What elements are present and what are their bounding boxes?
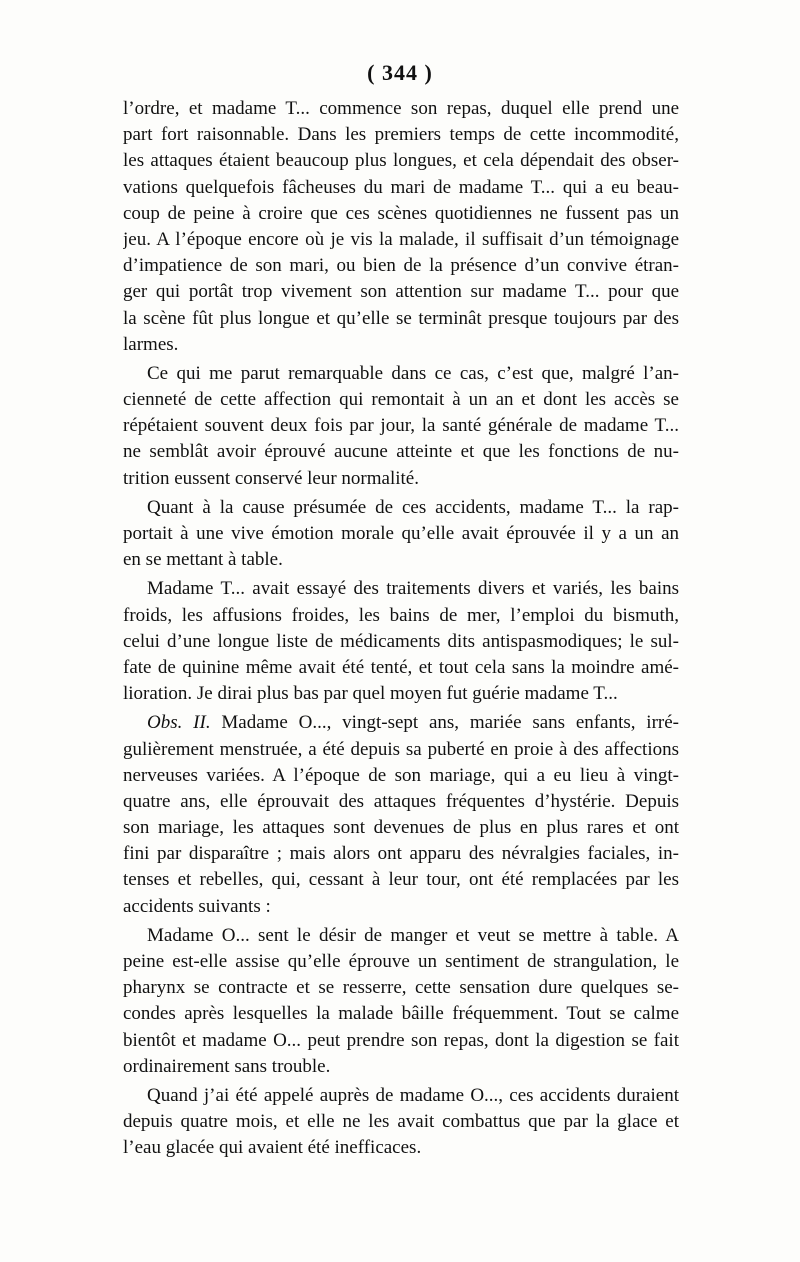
paragraph xyxy=(123,923,679,1080)
text-line: trition eussent conservé leur normalité. xyxy=(123,467,419,489)
text-line: la scène fût plus longue et qu’elle se terminât presque toujours par des xyxy=(123,307,679,329)
text-line: accidents suivants : xyxy=(123,895,271,917)
text-line: l’ordre, et madame T... commence son repas, duquel elle prend une xyxy=(123,98,679,119)
paragraph-observation-2 xyxy=(123,710,679,920)
text-line: nerveuses variées. A l’époque de son mariage, qui a eu lieu à vingt- xyxy=(123,764,679,786)
text-line: fini par disparaître ; mais alors ont apparu des névralgies faciales, in- xyxy=(123,843,679,865)
text-line: lioration. Je dirai plus bas par quel moyen fut guérie madame T... xyxy=(123,683,618,705)
text-line xyxy=(123,710,679,736)
text-line: pharynx se contracte et se resserre, cette sensation dure quelques se- xyxy=(123,977,679,999)
text-line: celui d’une longue liste de médicaments dits antispasmodiques; le sul- xyxy=(123,630,679,652)
text-line: d’impatience de son mari, ou bien de la présence d’un convive étran- xyxy=(123,255,679,277)
text-line: les attaques étaient beaucoup plus longues, et cela dépendait des obser- xyxy=(123,150,679,172)
text-line: depuis quatre mois, et elle ne les avait combattus que par la glace et xyxy=(123,1111,679,1133)
observation-label: Obs. II. xyxy=(147,712,211,734)
text-line: cienneté de cette affection qui remontait à un an et dont les accès se xyxy=(123,389,679,411)
text-line-rest: Madame O..., vingt-sept ans, mariée sans enfants, irré- xyxy=(210,712,679,734)
paragraph xyxy=(123,495,679,574)
text-line: Madame T... avait essayé des traitements divers et variés, les bains xyxy=(147,578,679,600)
text-line: Quant à la cause présumée de ces accidents, madame T... la rap- xyxy=(147,496,679,518)
paragraph xyxy=(123,576,679,707)
text-line: ordinairement sans trouble. xyxy=(123,1055,331,1077)
text-line: Quand j’ai été appelé auprès de madame O..., ces accidents duraient xyxy=(147,1084,679,1106)
text-line: ne semblât avoir éprouvé aucune atteinte et que les fonctions de nu- xyxy=(123,441,679,463)
text-line: part fort raisonnable. Dans les premiers temps de cette incommodité, xyxy=(123,124,679,146)
paragraph xyxy=(123,1083,679,1162)
paragraph xyxy=(123,361,679,492)
text-line: en se mettant à table. xyxy=(123,549,283,571)
text-line: gulièrement menstruée, a été depuis sa puberté en proie à des affections xyxy=(123,738,679,760)
text-line: ger qui portât trop vivement son attention sur madame T... pour que xyxy=(123,281,679,303)
page-body-text xyxy=(123,96,679,1162)
text-line: l’eau glacée qui avaient été inefficaces. xyxy=(123,1137,422,1159)
text-line: larmes. xyxy=(123,333,179,355)
text-line: son mariage, les attaques sont devenues de plus en plus rares et ont xyxy=(123,817,679,839)
text-line: vations quelquefois fâcheuses du mari de madame T... qui a eu beau- xyxy=(123,176,679,198)
text-line: Ce qui me parut remarquable dans ce cas, c’est que, malgré l’an- xyxy=(147,362,679,384)
text-line: bientôt et madame O... peut prendre son repas, dont la digestion se fait xyxy=(123,1029,679,1051)
text-line: quatre ans, elle éprouvait des attaques fréquentes d’hystérie. Depuis xyxy=(123,790,679,812)
text-line: fate de quinine même avait été tenté, et tout cela sans la moindre amé- xyxy=(123,656,679,678)
text-line: Madame O... sent le désir de manger et veut se mettre à table. A xyxy=(147,924,679,946)
text-line: peine est-elle assise qu’elle éprouve un sentiment de strangulation, le xyxy=(123,951,679,972)
text-line: répétaient souvent deux fois par jour, la santé générale de madame T... xyxy=(123,415,679,437)
text-line: coup de peine à croire que ces scènes quotidiennes ne fussent pas un xyxy=(123,202,679,224)
paragraph xyxy=(123,96,679,358)
page-number: ( 344 ) xyxy=(367,60,433,85)
text-line: jeu. A l’époque encore où je vis la malade, il suffisait d’un témoignage xyxy=(123,228,679,250)
text-line: tenses et rebelles, qui, cessant à leur tour, ont été remplacées par les xyxy=(123,869,679,891)
text-line: froids, les affusions froides, les bains de mer, l’emploi du bismuth, xyxy=(123,604,679,626)
text-line: portait à une vive émotion morale qu’elle avait éprouvée il y a un an xyxy=(123,523,679,544)
text-line: condes après lesquelles la malade bâille fréquemment. Tout se calme xyxy=(123,1003,679,1025)
